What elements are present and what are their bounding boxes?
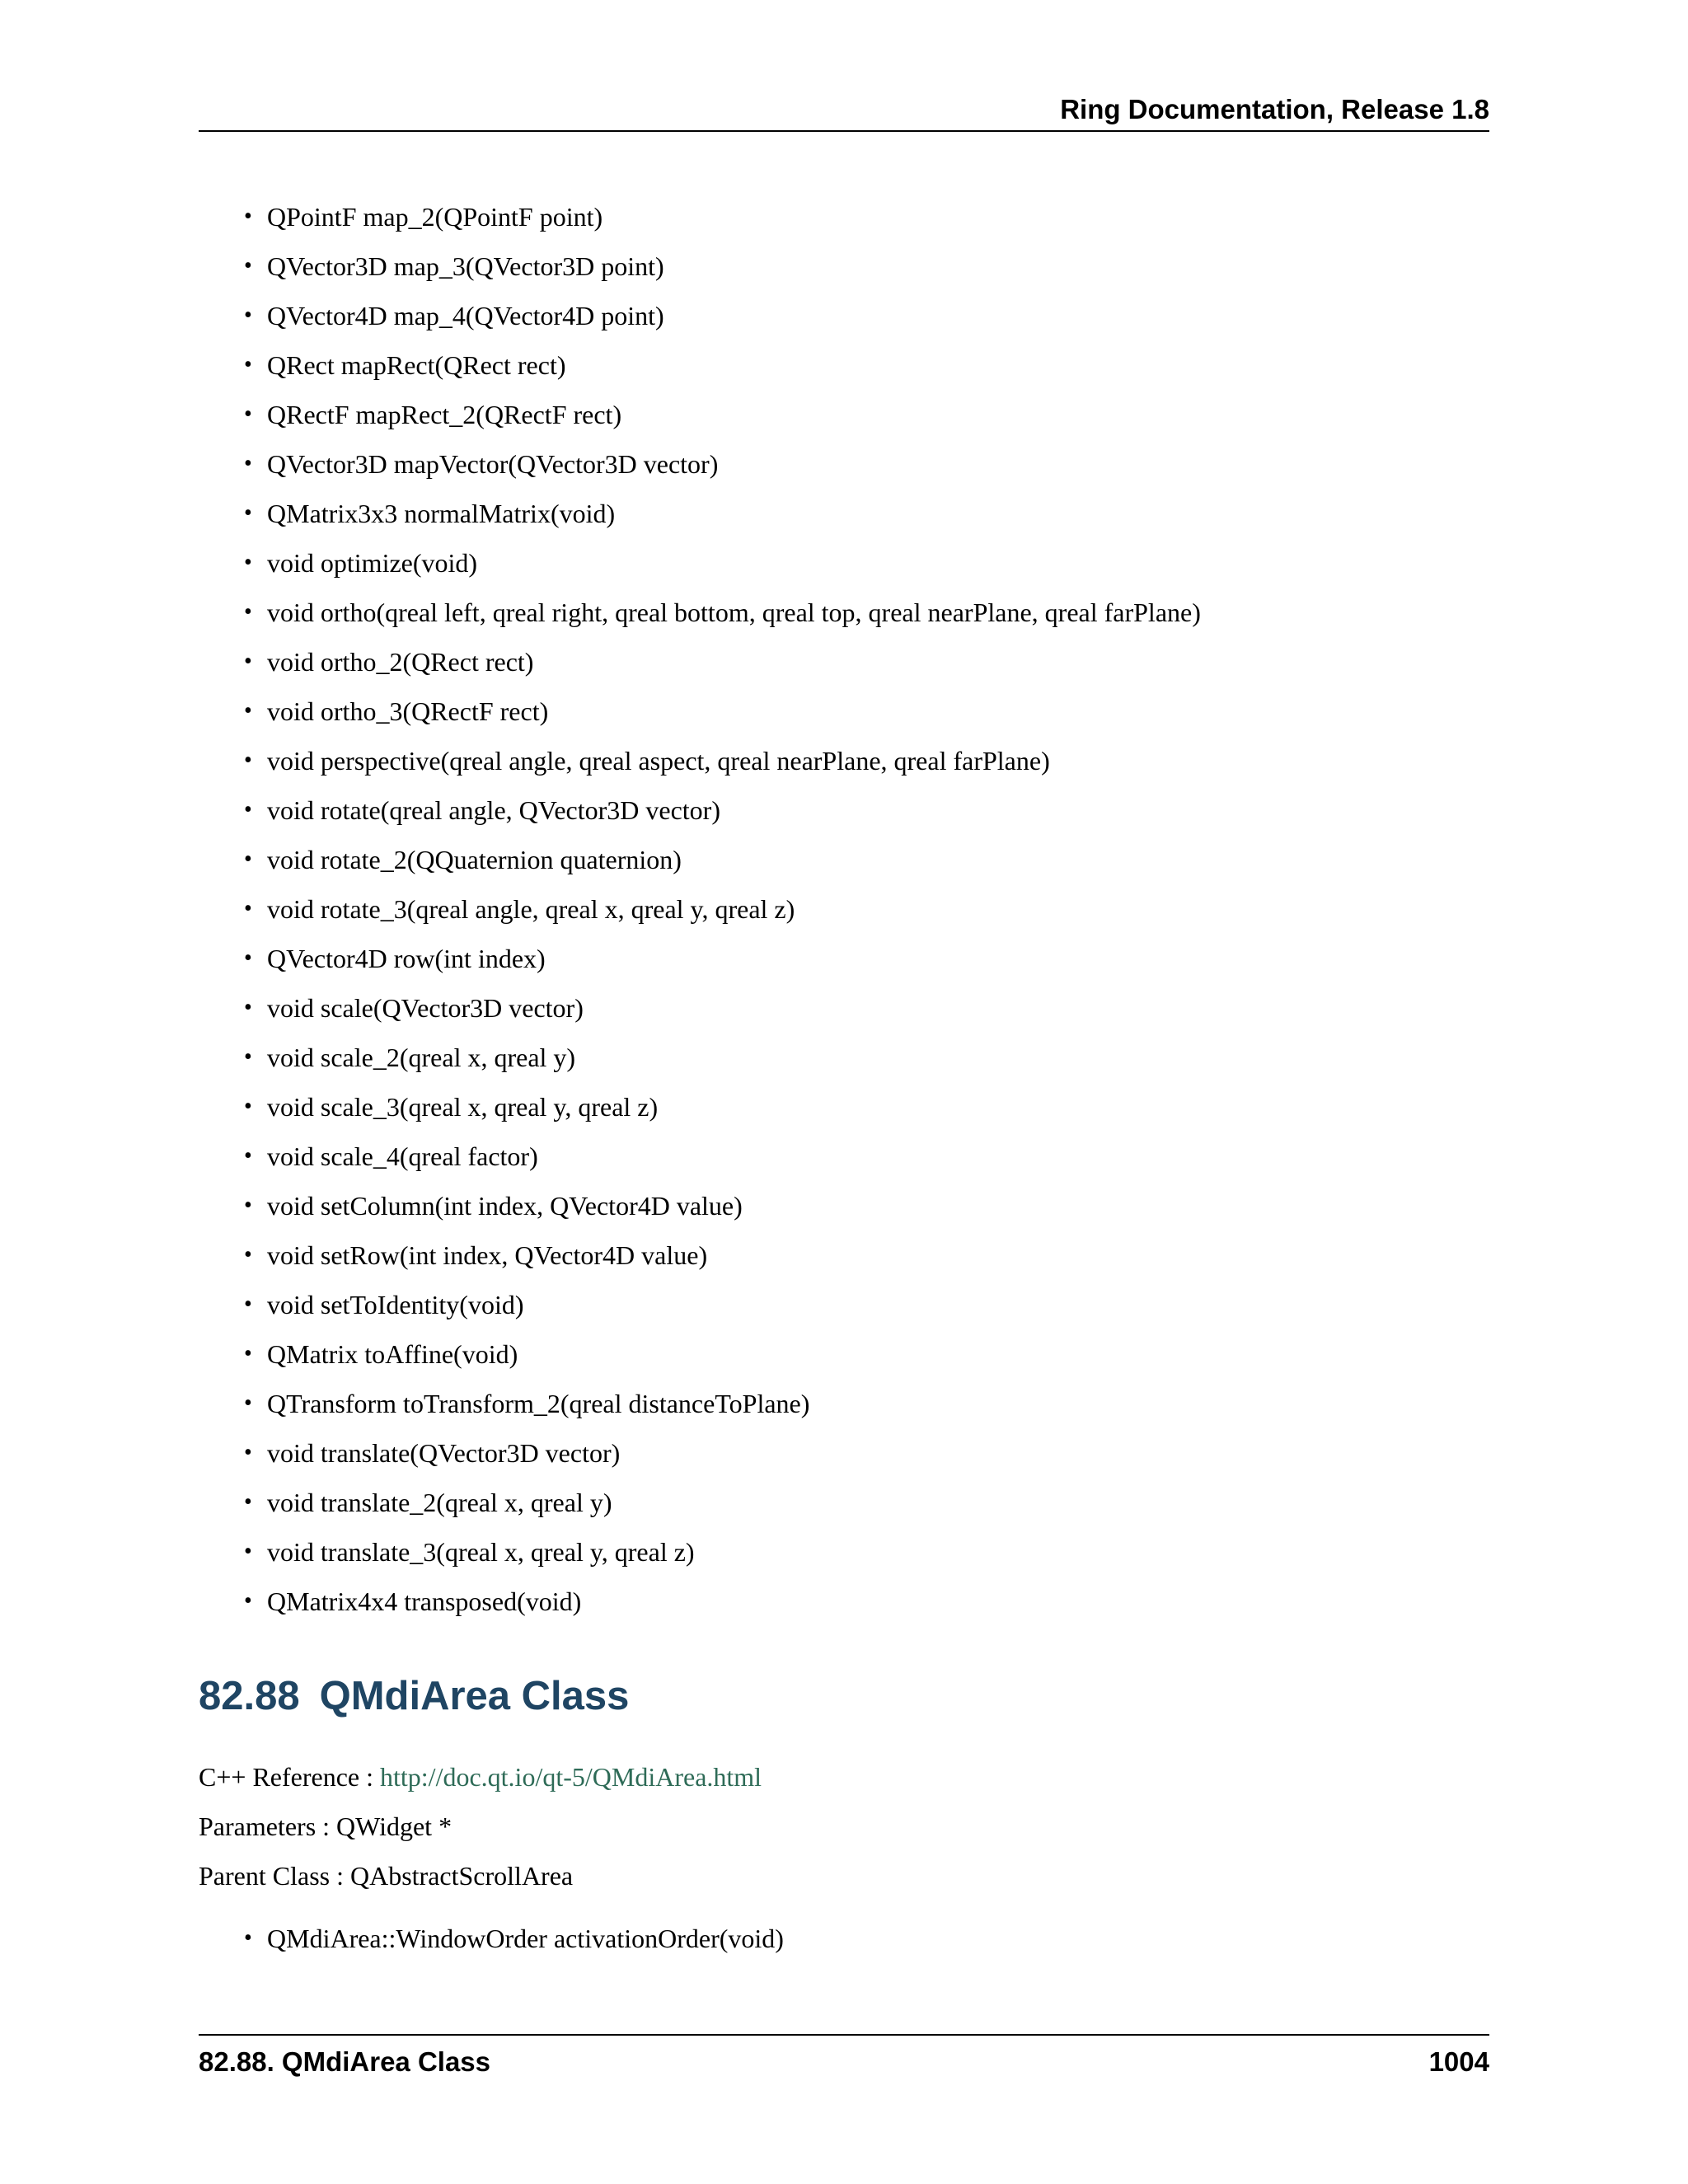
parameters-line: Parameters : QWidget * (199, 1811, 452, 1841)
bullet-icon: • (244, 401, 252, 427)
method-signature: void rotate_2(QQuaternion quaternion) (267, 845, 682, 874)
section-heading (199, 1673, 629, 1719)
list-item (199, 690, 1484, 739)
method-signature: void translate(QVector3D vector) (267, 1438, 621, 1468)
list-item (199, 1530, 1484, 1580)
method-signature: void setRow(int index, QVector4D value) (267, 1240, 708, 1270)
page-number: 1004 (1428, 2046, 1489, 2077)
bullet-icon: • (244, 1143, 252, 1169)
method-signature: void perspective(qreal angle, qreal aspect, qreal nearPlane, qreal farPlane) (267, 746, 1050, 776)
list-item (199, 789, 1484, 838)
method-signature: QTransform toTransform_2(qreal distanceToPlane) (267, 1389, 810, 1418)
bullet-icon: • (244, 1094, 252, 1119)
running-header (199, 89, 1489, 132)
bullet-icon: • (244, 1925, 252, 1951)
bullet-icon: • (244, 1588, 252, 1614)
method-signature: void rotate_3(qreal angle, qreal x, qreal y, qreal z) (267, 894, 795, 924)
method-signature: QRectF mapRect_2(QRectF rect) (267, 400, 622, 429)
list-item (199, 1481, 1484, 1530)
bullet-icon: • (244, 1489, 252, 1515)
running-footer (199, 2034, 1489, 2085)
list-item (199, 1382, 1484, 1432)
method-signature: void optimize(void) (267, 548, 478, 578)
list-item (199, 492, 1484, 541)
header-title: Ring Documentation, Release 1.8 (1060, 94, 1489, 124)
list-item (199, 344, 1484, 393)
method-signature: QVector4D row(int index) (267, 944, 546, 973)
bullet-icon: • (244, 1539, 252, 1564)
method-signature: void scale_3(qreal x, qreal y, qreal z) (267, 1092, 659, 1122)
method-signature: QMdiArea::WindowOrder activationOrder(void) (267, 1924, 784, 1953)
method-signature: void scale_4(qreal factor) (267, 1141, 538, 1171)
bullet-icon: • (244, 748, 252, 773)
list-item (199, 1917, 784, 1966)
bullet-icon: • (244, 1291, 252, 1317)
bullet-icon: • (244, 550, 252, 575)
bullet-icon: • (244, 253, 252, 279)
cpp-reference-label: C++ Reference : (199, 1762, 380, 1792)
bullet-icon: • (244, 1242, 252, 1268)
list-item (199, 888, 1484, 937)
list-item (199, 937, 1484, 987)
list-item (199, 987, 1484, 1036)
method-signature: QVector3D map_3(QVector3D point) (267, 251, 664, 281)
bullet-icon: • (244, 1440, 252, 1465)
footer-section: 82.88. QMdiArea Class (199, 2046, 491, 2077)
method-signature: void setToIdentity(void) (267, 1290, 524, 1319)
bullet-icon: • (244, 599, 252, 625)
list-item (199, 443, 1484, 492)
list-item (199, 739, 1484, 789)
method-signature: void scale(QVector3D vector) (267, 993, 584, 1023)
method-signature: void ortho_2(QRect rect) (267, 647, 534, 677)
parent-class-line: Parent Class : QAbstractScrollArea (199, 1861, 574, 1891)
cpp-reference-line (199, 1756, 762, 1797)
bullet-icon: • (244, 896, 252, 921)
method-signature: void ortho(qreal left, qreal right, qreal bottom, qreal top, qreal nearPlane, qreal farPlane) (267, 598, 1201, 627)
section-method-list (199, 1917, 784, 1966)
section-number: 82.88 (199, 1674, 300, 1718)
bullet-icon: • (244, 797, 252, 823)
method-signature: QMatrix3x3 normalMatrix(void) (267, 499, 616, 528)
method-signature: QMatrix4x4 transposed(void) (267, 1586, 582, 1616)
list-item (199, 1333, 1484, 1382)
list-item (199, 195, 1484, 245)
method-signature: QMatrix toAffine(void) (267, 1339, 518, 1369)
list-item (199, 1135, 1484, 1184)
bullet-icon: • (244, 204, 252, 229)
bullet-icon: • (244, 352, 252, 377)
list-item (199, 1283, 1484, 1333)
bullet-icon: • (244, 1341, 252, 1366)
list-item (199, 1234, 1484, 1283)
bullet-icon: • (244, 1193, 252, 1218)
list-item (199, 1184, 1484, 1234)
list-item (199, 1580, 1484, 1629)
list-item (199, 1432, 1484, 1481)
method-signature: QRect mapRect(QRect rect) (267, 350, 566, 380)
bullet-icon: • (244, 846, 252, 872)
method-signature: void translate_2(qreal x, qreal y) (267, 1488, 612, 1517)
cpp-reference-link[interactable]: http://doc.qt.io/qt-5/QMdiArea.html (380, 1762, 762, 1792)
method-signature: void ortho_3(QRectF rect) (267, 696, 549, 726)
bullet-icon: • (244, 995, 252, 1020)
bullet-icon: • (244, 500, 252, 526)
list-item (199, 1036, 1484, 1085)
list-item (199, 393, 1484, 443)
method-signature: QPointF map_2(QPointF point) (267, 202, 603, 232)
bullet-icon: • (244, 945, 252, 971)
section-title: QMdiArea Class (319, 1674, 630, 1718)
list-item (199, 245, 1484, 294)
method-list (199, 195, 1484, 1629)
method-signature: QVector3D mapVector(QVector3D vector) (267, 449, 719, 479)
method-signature: void scale_2(qreal x, qreal y) (267, 1043, 576, 1072)
list-item (199, 640, 1484, 690)
method-signature: QVector4D map_4(QVector4D point) (267, 301, 664, 330)
bullet-icon: • (244, 1044, 252, 1070)
method-signature: void setColumn(int index, QVector4D value) (267, 1191, 743, 1221)
list-item (199, 294, 1484, 344)
method-signature: void rotate(qreal angle, QVector3D vector) (267, 795, 720, 825)
method-signature: void translate_3(qreal x, qreal y, qreal z) (267, 1537, 695, 1567)
bullet-icon: • (244, 302, 252, 328)
bullet-icon: • (244, 649, 252, 674)
bullet-icon: • (244, 451, 252, 476)
list-item (199, 838, 1484, 888)
list-item (199, 541, 1484, 591)
list-item (199, 1085, 1484, 1135)
bullet-icon: • (244, 698, 252, 724)
list-item (199, 591, 1484, 640)
bullet-icon: • (244, 1390, 252, 1416)
